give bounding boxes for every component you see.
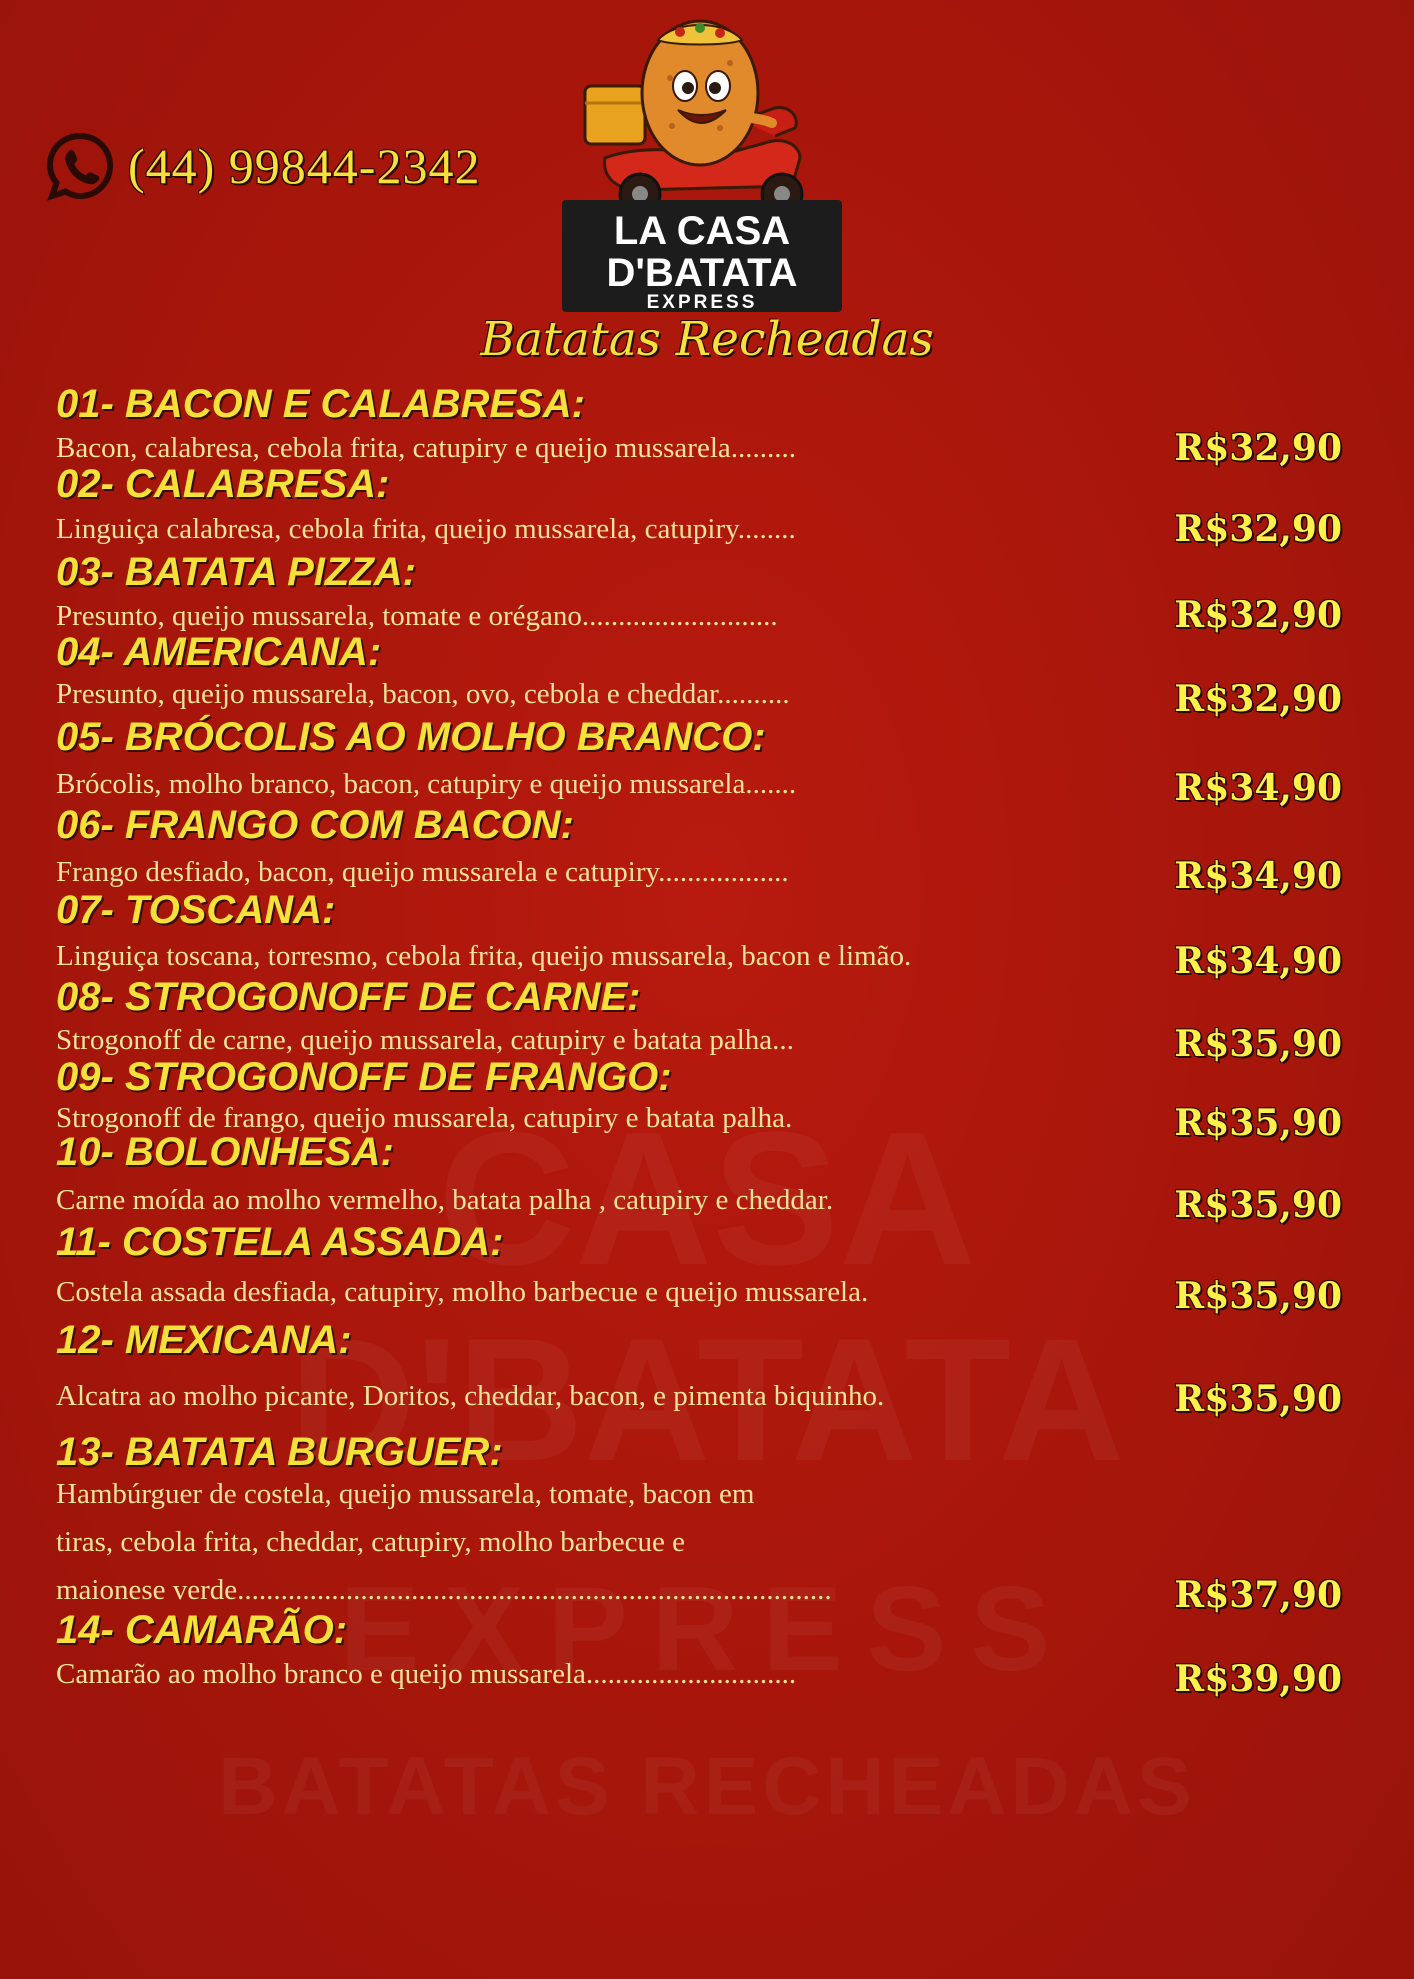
menu-item-description: Hambúrguer de costela, queijo mussarela, tomate, bacon em bbox=[56, 1478, 755, 1510]
menu-item-price: R$37,90 bbox=[1174, 1574, 1342, 1616]
menu-subtitle: Batatas Recheadas bbox=[480, 312, 934, 367]
menu-item-title: 06- FRANGO COM BACON: bbox=[56, 803, 574, 847]
menu-item-title: 02- CALABRESA: bbox=[56, 462, 390, 506]
phone-number: (44) 99844-2342 bbox=[128, 138, 481, 194]
menu-item-title: 05- BRÓCOLIS AO MOLHO BRANCO: bbox=[56, 715, 766, 759]
menu-item-price: R$34,90 bbox=[1174, 767, 1342, 809]
menu-item-description: Brócolis, molho branco, bacon, catupiry e queijo mussarela....... bbox=[56, 768, 797, 800]
menu-item-title: 03- BATATA PIZZA: bbox=[56, 550, 416, 594]
menu-item-description: Linguiça toscana, torresmo, cebola frita, queijo mussarela, bacon e limão. bbox=[56, 940, 912, 972]
menu-item-description: maionese verde.................................................................................. bbox=[56, 1574, 832, 1606]
menu-item-description: Bacon, calabresa, cebola frita, catupiry e queijo mussarela......... bbox=[56, 432, 796, 464]
menu-item-title: 11- COSTELA ASSADA: bbox=[56, 1220, 504, 1264]
menu-item-title: 14- CAMARÃO: bbox=[56, 1608, 348, 1652]
menu-item-description: Alcatra ao molho picante, Doritos, cheddar, bacon, e pimenta biquinho. bbox=[56, 1380, 885, 1412]
watermark-line-4 bbox=[0, 1740, 1414, 1834]
menu-item-title: 04- AMERICANA: bbox=[56, 630, 382, 674]
menu-item-description: Frango desfiado, bacon, queijo mussarela e catupiry.................. bbox=[56, 856, 789, 888]
brand-line-1: LA CASA bbox=[613, 209, 791, 253]
menu-item-description: Strogonoff de frango, queijo mussarela, catupiry e batata palha. bbox=[56, 1102, 793, 1134]
potato-mascot-scooter-icon bbox=[560, 8, 860, 318]
menu-item-title: 07- TOSCANA: bbox=[56, 888, 336, 932]
contact-phone[interactable] bbox=[44, 130, 480, 202]
menu-item-price: R$32,90 bbox=[1174, 594, 1342, 636]
menu-item-title: 13- BATATA BURGUER: bbox=[56, 1430, 503, 1474]
menu-item-description: Strogonoff de carne, queijo mussarela, catupiry e batata palha... bbox=[56, 1024, 794, 1056]
menu-item-description: Costela assada desfiada, catupiry, molho barbecue e queijo mussarela. bbox=[56, 1276, 869, 1308]
menu-item-price: R$35,90 bbox=[1174, 1275, 1342, 1317]
menu-item-price: R$39,90 bbox=[1174, 1658, 1342, 1700]
menu-item-price: R$32,90 bbox=[1174, 678, 1342, 720]
menu-item-description: Linguiça calabresa, cebola frita, queijo mussarela, catupiry........ bbox=[56, 513, 796, 545]
menu-item-description: tiras, cebola frita, cheddar, catupiry, molho barbecue e bbox=[56, 1526, 686, 1558]
menu-item-price: R$32,90 bbox=[1174, 508, 1342, 550]
brand-line-3: EXPRESS bbox=[646, 292, 758, 313]
menu-item-price: R$35,90 bbox=[1174, 1023, 1342, 1065]
menu-item-title: 01- BACON E CALABRESA: bbox=[56, 382, 585, 426]
menu-item-price: R$34,90 bbox=[1174, 940, 1342, 982]
menu-item-price: R$34,90 bbox=[1174, 855, 1342, 897]
brand-logo bbox=[560, 8, 860, 318]
menu-item-description: Presunto, queijo mussarela, bacon, ovo, cebola e cheddar.......... bbox=[56, 678, 790, 710]
menu-item-title: 09- STROGONOFF DE FRANGO: bbox=[56, 1055, 672, 1099]
whatsapp-icon bbox=[44, 130, 116, 202]
menu-item-title: 08- STROGONOFF DE CARNE: bbox=[56, 975, 641, 1019]
menu-item-title: 10- BOLONHESA: bbox=[56, 1130, 394, 1174]
menu-item-price: R$35,90 bbox=[1174, 1378, 1342, 1420]
menu-item-description: Camarão ao molho branco e queijo mussarela............................. bbox=[56, 1658, 797, 1690]
menu-item-description: Carne moída ao molho vermelho, batata palha , catupiry e cheddar. bbox=[56, 1184, 834, 1216]
menu-item-price: R$35,90 bbox=[1174, 1184, 1342, 1226]
menu-item-price: R$32,90 bbox=[1174, 427, 1342, 469]
brand-line-2: D'BATATA bbox=[606, 251, 798, 295]
menu-item-price: R$35,90 bbox=[1174, 1102, 1342, 1144]
menu-item-description: Presunto, queijo mussarela, tomate e orégano........................... bbox=[56, 600, 778, 632]
menu-item-title: 12- MEXICANA: bbox=[56, 1318, 352, 1362]
